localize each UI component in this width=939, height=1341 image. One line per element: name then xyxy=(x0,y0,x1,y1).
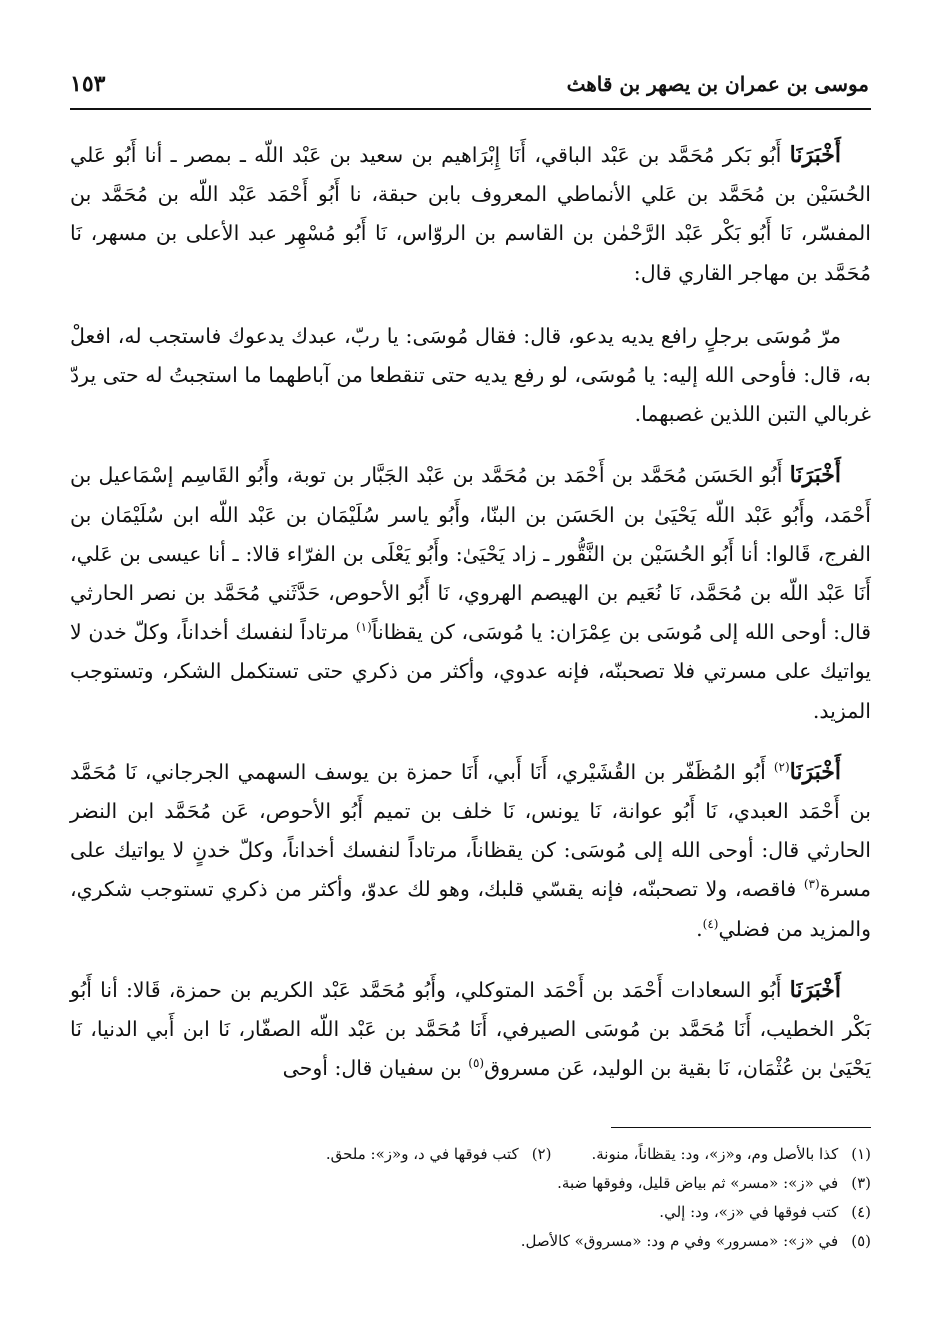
footnote-text: في «ز»: «مسرور» وفي م ود: «مسروق» كالأصل. xyxy=(520,1232,839,1250)
footnote-ref-2[interactable]: (٢) xyxy=(773,760,790,775)
footnote-row xyxy=(70,1198,871,1227)
paragraph-text: مرّ مُوسَى برجلٍ رافع يديه يدعو، قال: فقال مُوسَى: يا ربّ، عبدك يدعوك فاستجب له، افعلْ به، قال: فأوحى الله إليه: يا مُوسَى، لو رفع يديه حتى تنقطعا من آباطهما ما استجبتُ له حتى يردّ غربالي التبن اللذين غصبهما. xyxy=(70,323,871,427)
footnote-text: كذا بالأصل وم، و«ز»، ود: يقظاناً، منونة. xyxy=(591,1145,839,1163)
paragraph-text: أَبُو السعادات أَحْمَد بن أَحْمَد المتوكلي، وأَبُو مُحَمَّد عَبْد الكريم بن حمزة، قَالا: أنا أَبُو بَكْر الخطيب، أَنَا مُحَمَّد بن مُوسَى الصيرفي، أَنَا مُحَمَّد بن عَبْد اللّه الصفّار، نَا ابن أَبي الدنيا، نَا يَحْيَىٰ بن عُثْمَان، نَا بقية بن الوليد، عَن مسروق xyxy=(70,977,871,1081)
footnote-2 xyxy=(326,1140,552,1169)
page-number: ١٥٣ xyxy=(70,71,106,97)
header-divider xyxy=(70,108,871,110)
footnote-ref-5[interactable]: (٥) xyxy=(468,1056,485,1071)
paragraph-text-continued: مرتاداً لنفسك أخداناً، وكلّ خدن لا يواتيك على مسرتي فلا تصحبنّه، فإنه عدوي، وأكثر من ذكري حتى تستكمل الشكر، وتستوجب المزيد. xyxy=(70,620,871,723)
footnote-text: في «ز»: «مسر» ثم بياض قليل، وفوقها ضبة. xyxy=(557,1174,839,1192)
footnote-number: (٢) xyxy=(531,1145,552,1163)
keyword-akhbarana: أَخْبَرَنَا xyxy=(789,462,841,489)
paragraph-text-end: . xyxy=(696,916,703,941)
running-title: موسى بن عمران بن يصهر بن قاهث xyxy=(566,72,869,96)
footnote-row xyxy=(70,1169,871,1198)
footnote-3 xyxy=(557,1169,871,1198)
main-text xyxy=(70,136,871,1110)
footnote-number: (٤) xyxy=(851,1203,871,1221)
keyword-akhbarana: أَخْبَرَنَا xyxy=(789,976,841,1003)
paragraph-text-continued: بن سفيان قال: أوحى xyxy=(282,1056,469,1081)
paragraph-5 xyxy=(70,971,871,1089)
footnote-text: كتب فوقها في «ز»، ود: إلي. xyxy=(659,1203,839,1221)
keyword-akhbarana: أَخْبَرَنَا xyxy=(789,758,841,785)
paragraph-3 xyxy=(70,456,871,730)
footnote-row xyxy=(70,1140,871,1169)
footnote-number: (٥) xyxy=(851,1232,871,1250)
footnote-ref-4[interactable]: (٤) xyxy=(702,916,719,931)
keyword-akhbarana: أَخْبَرَنَا xyxy=(789,142,841,168)
footnotes xyxy=(70,1140,871,1256)
footnote-1 xyxy=(591,1140,871,1169)
footnote-ref-3[interactable]: (٣) xyxy=(803,877,820,892)
footnote-text: كتب فوقها في د، و«ز»: ملحق. xyxy=(325,1145,519,1163)
footnote-divider xyxy=(611,1127,871,1128)
footnote-number: (٣) xyxy=(851,1174,871,1192)
footnote-number: (١) xyxy=(851,1145,871,1163)
paragraph-2 xyxy=(70,317,871,435)
footnote-row xyxy=(70,1227,871,1256)
footnote-5 xyxy=(521,1227,871,1256)
footnote-ref-1[interactable]: (١) xyxy=(355,620,372,635)
paragraph-4 xyxy=(70,753,871,949)
paragraph-1 xyxy=(70,136,871,293)
paragraph-text: أَبُو الحَسَن مُحَمَّد بن أَحْمَد بن مُحَمَّد بن عَبْد الجَبَّار بن توبة، وأَبُو القَاسِم إسْمَاعيل بن أَحْمَد، وأَبُو عَبْد اللّه يَحْيَىٰ بن الحَسَن بن البنّا، وأَبُو ياسر سُلَيْمَان بن عَبْد اللّه ابن سُلَيْمَان بن الفرج، قَالوا: أنا أَبُو الحُسَيْن بن النَّقُّور ـ زاد يَحْيَىٰ: وأَبُو يَعْلَى بن الفرّاء قالا: ـ أنا عيسى بن عَلي، أَنَا عَبْد اللّه بن مُحَمَّد، نَا نُعَيم بن الهيصم الهروي، نَا أَبُو الأحوص، حَدَّثَني مُحَمَّد بن نصر الحارثي قال: أوحى الله إلى مُوسَى بن عِمْرَان: يا مُوسَى، كن يقظاناً xyxy=(70,463,871,645)
footnote-4 xyxy=(659,1198,871,1227)
page-header xyxy=(70,66,869,102)
paragraph-text: أَبُو المُظَفّر بن القُشَيْري، أَنَا أَبي، أَنَا حمزة بن يوسف السهمي الجرجاني، نَا مُحَمَّد بن أَحْمَد العبدي، نَا أَبُو عوانة، نَا يونس، نَا خلف بن تميم أَبُو الأحوص، عَن مُحَمَّد ابن النضر الحارثي قال: أوحى الله إلى مُوسَى: كن يقظاناً، مرتاداً لنفسك أخداناً، وكلّ خدنٍ لا يواتيك على مسرة xyxy=(70,759,871,902)
paragraph-text-continued: فاقصه، ولا تصحبنّه، فإنه يقسّي قلبك، وهو لك عدوّ، وأكثر من ذكري تستوجب شكري، والمزيد من فضلي xyxy=(70,877,871,941)
paragraph-text: أَبُو بَكر مُحَمَّد بن عَبْد الباقي، أَنَا إِبْرَاهيم بن سعيد بن عَبْد اللّه ـ بمصر ـ أنا أَبُو عَلي الحُسَيْن بن مُحَمَّد بن عَلي الأنماطي المعروف بابن حبقة، نا أَبُو أَحْمَد عَبْد اللّه بن مُحَمَّد بن المفسّر، نَا أَبُو بَكْر عَبْد الرَّحْمٰن بن القاسم بن الروّاس، نَا أَبُو مُسْهِر عبد الأعلى بن مسهر، نَا مُحَمَّد بن مهاجر القاري قال: xyxy=(70,143,871,285)
